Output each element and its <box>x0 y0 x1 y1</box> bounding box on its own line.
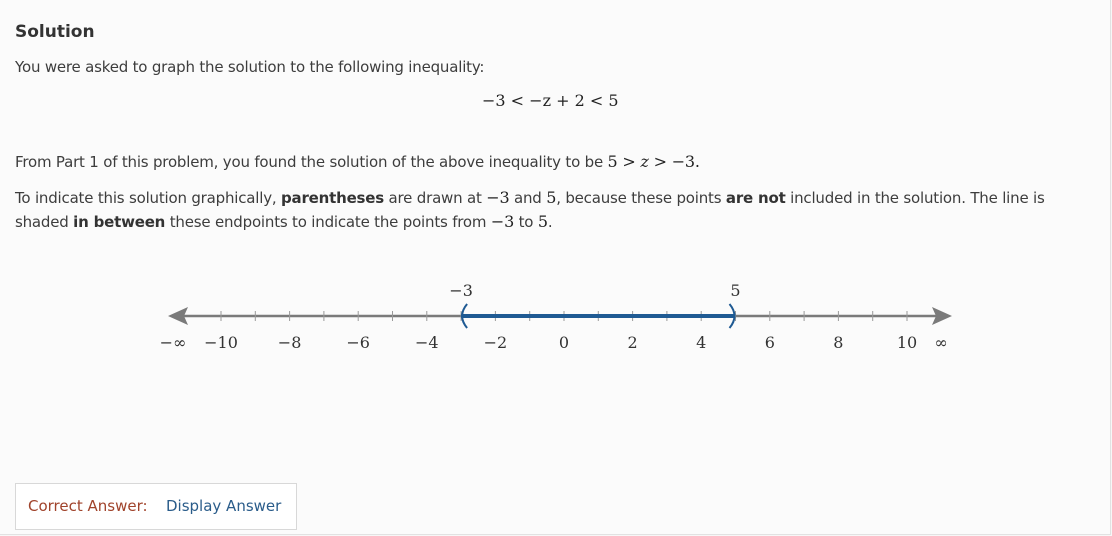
explain-text-7: to <box>514 213 538 231</box>
tick-label: 8 <box>833 333 844 352</box>
explain-text-3: and <box>509 189 547 207</box>
explain-math-neg3: −3 <box>486 188 510 207</box>
explain-math-5: 5 <box>546 188 557 207</box>
explain-bold-parentheses: parentheses <box>281 189 384 207</box>
inequality-equation: −3 < −z + 2 < 5 <box>482 91 619 110</box>
found-math <box>608 152 700 171</box>
explanation-text <box>15 186 1100 234</box>
display-answer-link[interactable]: Display Answer <box>166 497 282 515</box>
explain-text-2: are drawn at <box>383 189 487 207</box>
found-math-left: 5 > <box>607 152 641 171</box>
found-solution-text <box>15 150 700 174</box>
tick-label: −6 <box>346 333 370 352</box>
correct-answer-box <box>15 483 297 530</box>
intro-text: You were asked to graph the solution to the following inequality: <box>15 58 485 76</box>
correct-answer-label: Correct Answer: <box>28 497 148 515</box>
explain-text-5: included in the solution. The line is shaded <box>15 189 1045 231</box>
neg-infinity-label: −∞ <box>159 333 187 352</box>
tick-label: −2 <box>483 333 508 352</box>
solution-heading: Solution <box>15 22 95 42</box>
explain-bold-are-not: are not <box>725 189 786 207</box>
found-math-right: > −3. <box>648 152 700 171</box>
tick-label: 0 <box>558 333 570 352</box>
number-line-graph <box>150 270 970 370</box>
endpoint-label-left: −3 <box>449 281 473 300</box>
explain-text-8: . <box>547 213 553 231</box>
explain-math-5-b: 5 <box>537 212 548 231</box>
found-prefix: From Part 1 of this problem, you found the solution of the above inequality to be <box>15 153 608 171</box>
explain-math-neg3-b: −3 <box>490 212 515 231</box>
pos-infinity-label: ∞ <box>934 333 948 352</box>
tick-label: 2 <box>627 333 638 352</box>
tick-label: 10 <box>896 333 918 352</box>
endpoint-label-right: 5 <box>730 281 741 300</box>
found-math-var: z <box>640 152 649 171</box>
tick-label: −10 <box>204 333 238 352</box>
explain-text-1: To indicate this solution graphically, <box>15 189 282 207</box>
explain-text-6: these endpoints to indicate the points from <box>165 213 491 231</box>
tick-label: −4 <box>415 333 439 352</box>
tick-label: −8 <box>277 333 302 352</box>
tick-label: 6 <box>764 333 775 352</box>
explain-bold-in-between: in between <box>73 213 166 231</box>
explain-text-4: , because these points <box>556 189 726 207</box>
tick-label: 4 <box>696 333 707 352</box>
